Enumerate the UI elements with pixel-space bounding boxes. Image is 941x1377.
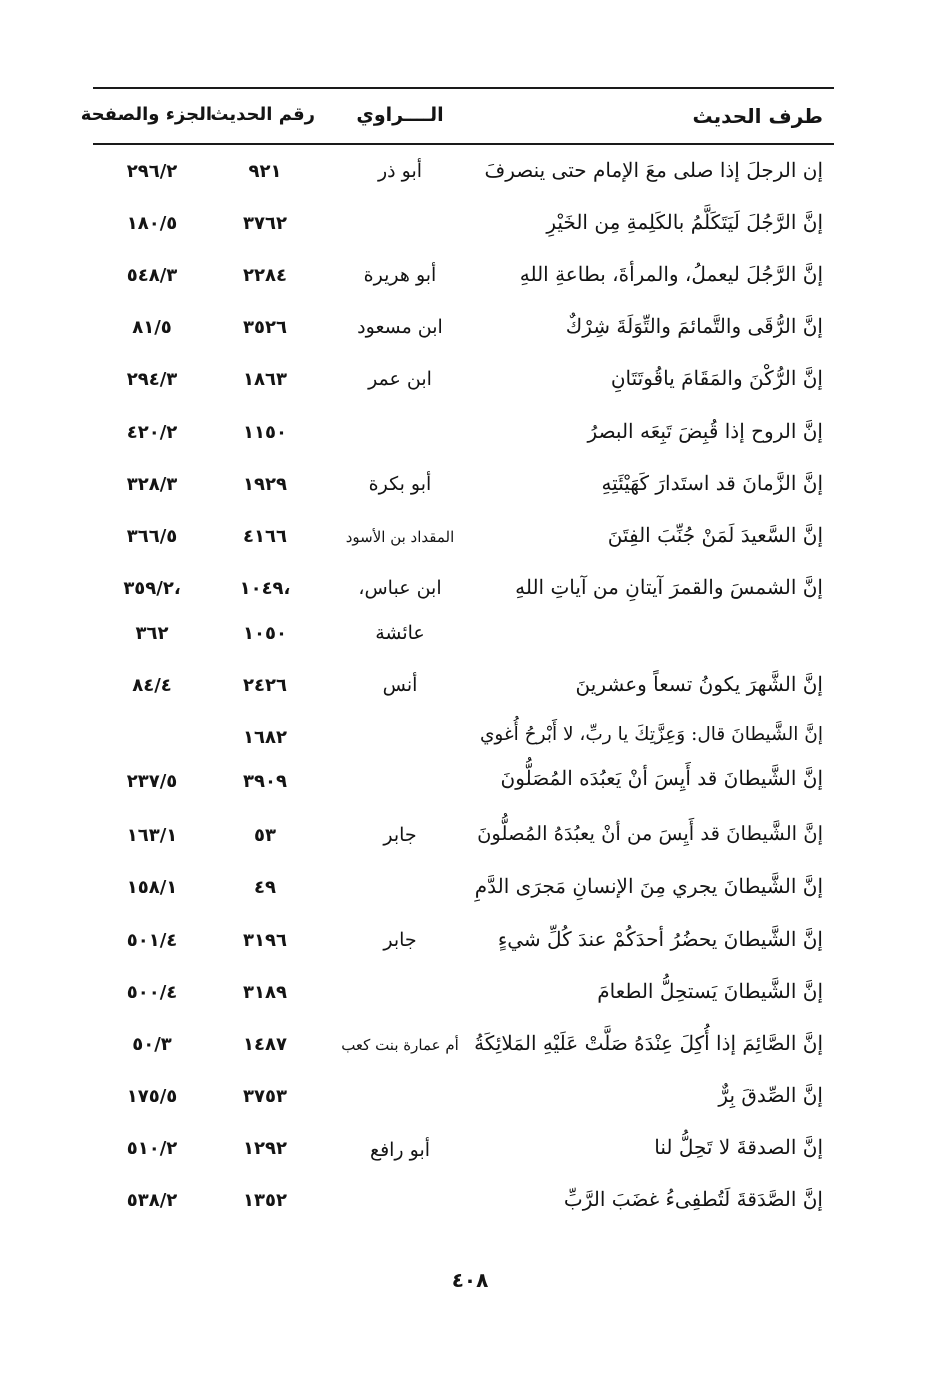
volume-page: ١٧٥/٥ (126, 1086, 178, 1107)
hadith-number: ٣١٨٩ (243, 982, 287, 1003)
narrator: جابر (383, 929, 417, 951)
hadith-number: ٩٢١ (248, 161, 282, 182)
page-number: ٤٠٨ (451, 1268, 489, 1292)
narrator: أبو بكرة (368, 473, 432, 495)
volume-page: ٨١/٥ (132, 317, 172, 338)
volume-page: ٥٠١/٤ (126, 930, 178, 951)
narrator: أبو هريرة (363, 264, 437, 286)
volume-page: ٢٩٤/٣ (126, 369, 178, 390)
hadith-text: إنَّ الشَّيطانَ قد أَيِسَ من أنْ يعبُدَهُ المُصلُّونَ (477, 822, 823, 845)
hadith-number: ٢٢٨٤ (243, 265, 287, 286)
hadith-text: إنَّ الصِّدقَ بِرٌّ (718, 1083, 823, 1107)
narrator: جابر (383, 824, 417, 846)
hadith-number: ١٢٩٢ (243, 1138, 287, 1159)
narrator: ابن عمر (368, 368, 432, 390)
hadith-text: إنَّ الرَّجُلَ لَيَتَكَلَّمُ بالكَلِمةِ مِن الخَيْرِ (546, 210, 823, 234)
volume-page: ٥٤٨/٣ (126, 265, 178, 286)
header-volume-page: الجزء والصفحة (80, 104, 212, 125)
hadith-number: ١٩٢٩ (243, 474, 287, 495)
volume-page: ٥٠٠/٤ (126, 982, 178, 1003)
hadith-number: ٣١٩٦ (243, 930, 287, 951)
hadith-text: إنَّ السَّعيدَ لَمَنْ جُنِّبَ الفِتَنَ (607, 523, 823, 547)
header-rule (93, 143, 834, 145)
narrator: أبو ذر (377, 160, 423, 182)
hadith-text: إنَّ الرُّكْنَ والمَقَامَ ياقُوتَتَانِ (610, 366, 823, 390)
volume-page: ٣٦٦/٥ (126, 526, 178, 547)
volume-page: ٣٦٢ (135, 623, 169, 644)
narrator: ابن مسعود (357, 316, 443, 338)
hadith-number: ٢٤٢٦ (243, 675, 287, 696)
volume-page: ١٦٣/١ (126, 825, 178, 846)
hadith-number: ١٣٥٢ (243, 1190, 287, 1211)
narrator: أم عمارة بنت كعب (341, 1036, 459, 1054)
hadith-number: ٣٥٢٦ (243, 317, 287, 338)
hadith-text: إنَّ الرُّقَى والتَّمائمَ والتِّوَلَةَ شِرْكٌ (565, 314, 823, 338)
volume-page: ٣٢٨/٣ (126, 474, 178, 495)
hadith-text: إنَّ الروح إذا قُبِضَ تَبِعَه البصرُ (587, 419, 823, 443)
narrator: عائشة (375, 622, 425, 644)
hadith-text: إنَّ الصَّائِمَ إذا أُكِلَ عِنْدَهُ صَلَّتْ عَلَيْهِ المَلائِكَةُ (474, 1031, 823, 1055)
volume-page: ٥٣٨/٢ (126, 1190, 178, 1211)
hadith-number: ٣٧٦٢ (243, 213, 287, 234)
narrator: المقداد بن الأسود (345, 528, 455, 546)
volume-page: ٨٤/٤ (132, 675, 172, 696)
header-hadith: طرف الحديث (692, 104, 823, 128)
volume-page: ٢٩٦/٢ (126, 161, 178, 182)
narrator: أنس (382, 674, 418, 696)
narrator: ابن عباس، (358, 577, 442, 599)
hadith-text: إن الرجلَ إذا صلى معَ الإمام حتى ينصرفَ (484, 158, 823, 182)
volume-page: ١٥٨/١ (126, 877, 178, 898)
volume-page: ٤٢٠/٢ (126, 422, 178, 443)
hadith-number: ١٤٨٧ (243, 1034, 287, 1055)
hadith-text: إنَّ الشَّيطانَ يَستحِلُّ الطعامَ (597, 979, 823, 1003)
hadith-number: ١٠٤٩، (239, 578, 291, 599)
volume-page: ٥١٠/٢ (126, 1138, 178, 1159)
hadith-text: إنَّ الشَّيطانَ قال: وَعِزَّتِكَ يا ربِّ، لا أَبْرحُ أُغوي (479, 724, 823, 745)
volume-page: ٣٥٩/٢، (123, 578, 181, 599)
volume-page: ١٨٠/٥ (126, 213, 178, 234)
hadith-number: ٤١٦٦ (243, 526, 287, 547)
hadith-number: ١٨٦٣ (243, 369, 287, 390)
hadith-text: إنَّ الشَّيطانَ يجري مِنَ الإنسانِ مَجرَى الدَّمِ (474, 874, 823, 898)
volume-page: ٥٠/٣ (132, 1034, 172, 1055)
header-narrator: الــــراوي (356, 104, 444, 126)
hadith-text: إنَّ الشَّهرَ يكونُ تسعاً وعشرينَ (575, 672, 823, 696)
hadith-number: ١٠٥٠ (243, 623, 287, 644)
hadith-number: ٣٧٥٣ (243, 1086, 287, 1107)
hadith-number: ١٦٨٢ (243, 727, 287, 748)
hadith-number: ١١٥٠ (243, 422, 287, 443)
top-rule (93, 87, 834, 89)
hadith-number: ٥٣ (254, 825, 276, 846)
hadith-number: ٣٩٠٩ (243, 771, 287, 792)
hadith-text: إنَّ الصَّدَقةَ لَتُطفِىءُ غضَبَ الرَّبِّ (563, 1187, 823, 1211)
hadith-text: إنَّ الزَّمانَ قد استَدارَ كَهَيْئَتِهِ (601, 471, 823, 495)
hadith-text: إنَّ الصدقةَ لا تَحِلُّ لنا (654, 1135, 823, 1159)
hadith-number: ٤٩ (254, 877, 276, 898)
narrator: أبو رافع (369, 1139, 431, 1161)
hadith-text: إنَّ الشمسَ والقمرَ آيتانِ من آياتِ اللهِ (515, 575, 823, 599)
hadith-text: إنَّ الشَّيطانَ يحضُرُ أحدَكُمْ عندَ كُلِّ شيءٍ (497, 927, 823, 951)
volume-page: ٢٣٧/٥ (126, 771, 178, 792)
hadith-text: إنَّ الرَّجُلَ ليعملُ، والمرأةَ، بطاعةِ اللهِ (519, 262, 823, 286)
header-hadith-number: رقم الحديث (210, 104, 315, 125)
hadith-text: إنَّ الشَّيطانَ قد أَيِسَ أنْ يَعبُدَه المُصَلُّونَ (500, 766, 823, 790)
